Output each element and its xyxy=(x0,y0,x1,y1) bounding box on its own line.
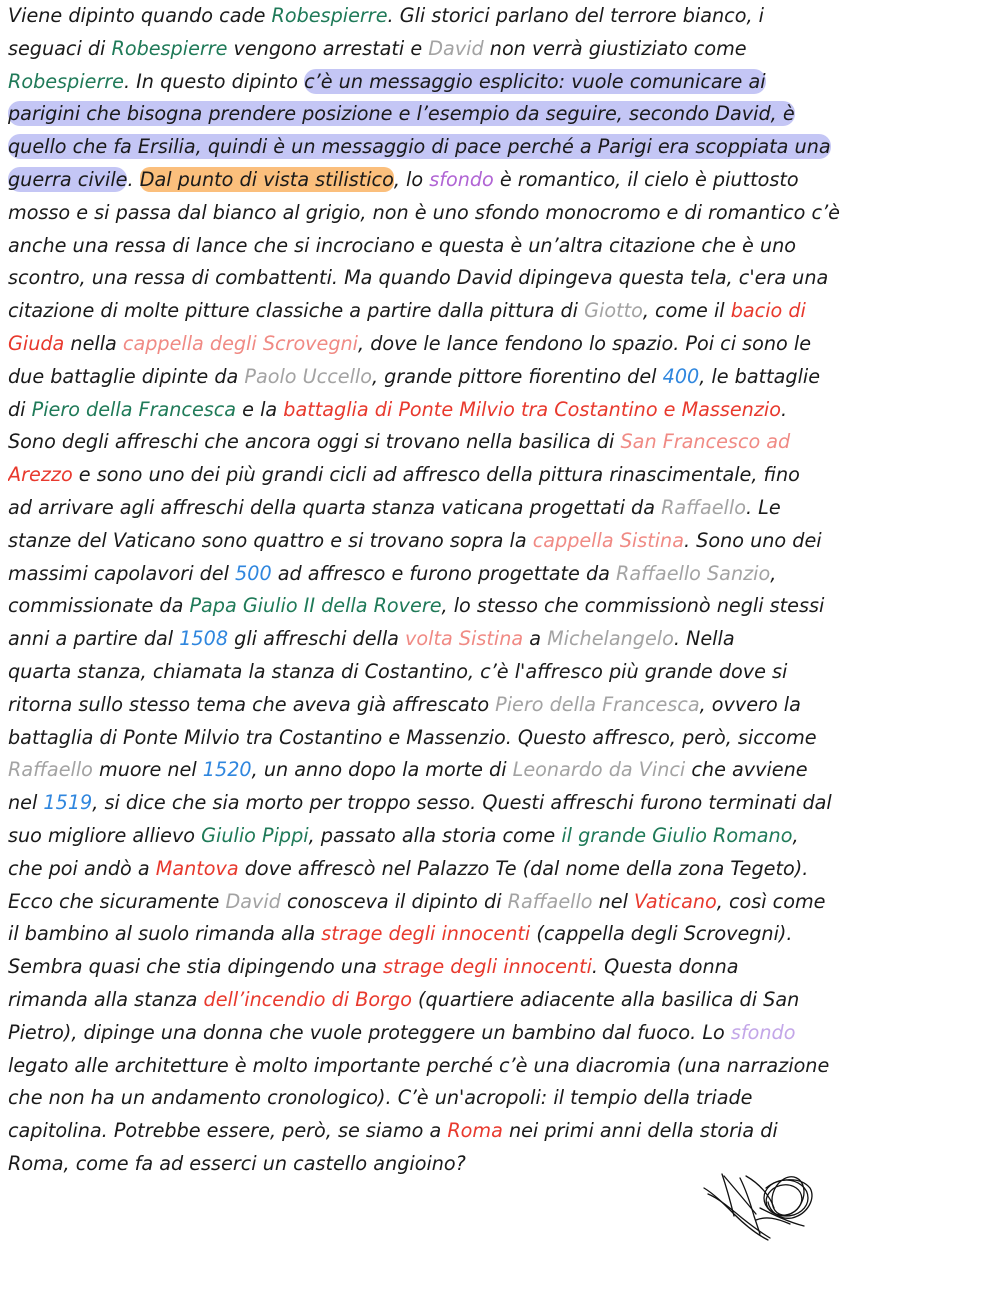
text-line xyxy=(8,1115,992,1148)
text-line xyxy=(8,98,992,131)
text-line xyxy=(8,754,992,787)
colored-term: Papa Giulio II della Rovere xyxy=(189,594,442,618)
text-segment: due battaglie dipinte da xyxy=(8,364,245,388)
colored-term: sfondo xyxy=(429,167,494,191)
text-segment: massimi capolavori del xyxy=(8,561,236,585)
text-segment: che avviene xyxy=(685,758,808,782)
text-segment: e sono uno dei più grandi cicli ad affresco della pittura rinascimentale, fino xyxy=(72,463,800,487)
colored-term: Piero della Francesca xyxy=(495,692,700,716)
text-segment: scontro, una ressa di combattenti. Ma quando David dipingeva questa tela, c'era una xyxy=(8,266,829,290)
text-segment: anche una ressa di lance che si incrociano e questa è un’altra citazione che è uno xyxy=(8,233,796,257)
text-segment: stanze del Vaticano sono quattro e si trovano sopra la xyxy=(8,528,533,552)
colored-term: Raffaello xyxy=(661,495,746,519)
text-line xyxy=(8,918,992,951)
text-segment: capitolina. Potrebbe essere, però, se siamo a xyxy=(8,1119,448,1143)
text-line xyxy=(8,656,992,689)
text-segment: Roma, come fa ad esserci un castello angioino? xyxy=(8,1151,466,1175)
text-segment: seguaci di xyxy=(8,36,112,60)
text-line xyxy=(8,33,992,66)
text-line xyxy=(8,886,992,919)
text-segment: nei primi anni della storia di xyxy=(502,1119,778,1143)
colored-term: il grande Giulio Romano xyxy=(561,823,793,847)
colored-term: Arezzo xyxy=(8,463,73,487)
colored-term: cappella degli Scrovegni xyxy=(122,331,359,355)
text-segment: nel xyxy=(8,791,44,815)
colored-term: David xyxy=(225,889,281,913)
colored-term: Vaticano xyxy=(634,889,717,913)
colored-term: battaglia di Ponte Milvio tra Costantino e Massenzio xyxy=(283,397,781,421)
colored-term: Mantova xyxy=(155,856,239,880)
text-line xyxy=(8,426,992,459)
text-segment: . xyxy=(127,167,140,191)
text-line xyxy=(8,820,992,853)
text-line xyxy=(8,197,992,230)
text-segment: conosceva il dipinto di xyxy=(280,889,508,913)
text-segment: che non ha un andamento cronologico). C’è un'acropoli: il tempio della triade xyxy=(8,1086,753,1110)
text-segment: è romantico, il cielo è piuttosto xyxy=(493,167,799,191)
text-line xyxy=(8,1148,992,1181)
text-segment: (cappella degli Scrovegni). xyxy=(530,922,793,946)
colored-term: Giulio Pippi xyxy=(201,823,309,847)
text-segment: citazione di molte pitture classiche a partire dalla pittura di xyxy=(8,299,585,323)
text-line xyxy=(8,951,992,984)
colored-term: Robespierre xyxy=(271,4,388,27)
text-segment: il bambino al suolo rimanda alla xyxy=(8,922,322,946)
colored-term: dell’incendio di Borgo xyxy=(203,987,412,1011)
text-segment: . xyxy=(781,397,788,421)
text-line xyxy=(8,295,992,328)
text-line xyxy=(8,623,992,656)
text-segment: commissionate da xyxy=(8,594,190,618)
text-line xyxy=(8,131,992,164)
highlighted-text-blue: guerra civile xyxy=(8,167,128,191)
colored-term: Robespierre xyxy=(111,36,228,60)
text-segment: . Gli storici parlano del terrore bianco, i xyxy=(387,4,764,27)
text-segment: dove affrescò nel Palazzo Te (dal nome della zona Tegeto). xyxy=(238,856,809,880)
colored-term: Paolo Uccello xyxy=(244,364,372,388)
text-segment: , lo stesso che commissionò negli stessi xyxy=(441,594,825,618)
text-segment: Pietro), dipinge una donna che vuole proteggere un bambino dal fuoco. Lo xyxy=(8,1020,731,1044)
text-segment: , grande pittore fiorentino del xyxy=(371,364,663,388)
text-segment: , xyxy=(770,561,777,585)
colored-term: David xyxy=(428,36,484,60)
text-segment: di xyxy=(8,397,32,421)
text-line xyxy=(8,164,992,197)
text-line xyxy=(8,361,992,394)
colored-term: 1520 xyxy=(202,758,252,782)
text-line xyxy=(8,492,992,525)
text-line xyxy=(8,0,992,33)
colored-term: Michelangelo xyxy=(547,627,674,651)
text-line xyxy=(8,1082,992,1115)
text-segment: rimanda alla stanza xyxy=(8,987,204,1011)
text-segment: , lo xyxy=(393,167,430,191)
colored-term: 1519 xyxy=(43,791,93,815)
text-segment: ritorna sullo stesso tema che aveva già affrescato xyxy=(8,692,496,716)
text-segment: suo migliore allievo xyxy=(8,823,202,847)
highlighted-text-blue: parigini che bisogna prendere posizione e l’esempio da seguire, secondo David, è xyxy=(8,102,795,126)
text-segment: vengono arrestati e xyxy=(227,36,429,60)
text-segment: , xyxy=(792,823,799,847)
text-segment: anni a partire dal xyxy=(8,627,180,651)
text-segment: , le battaglie xyxy=(699,364,821,388)
colored-term: sfondo xyxy=(730,1020,796,1044)
text-line xyxy=(8,984,992,1017)
text-line xyxy=(8,787,992,820)
text-line xyxy=(8,230,992,263)
text-segment: , come il xyxy=(642,299,731,323)
text-line xyxy=(8,262,992,295)
text-segment: legato alle architetture è molto importante perché c’è una diacromia (una narrazione xyxy=(8,1053,830,1077)
text-line xyxy=(8,328,992,361)
text-segment: . Sono uno dei xyxy=(683,528,822,552)
text-segment: (quartiere adiacente alla basilica di San xyxy=(411,987,800,1011)
text-segment: ad affresco e furono progettate da xyxy=(271,561,616,585)
colored-term: Robespierre xyxy=(8,69,124,93)
text-segment: , si dice che sia morto per troppo sesso. Questi affreschi furono terminati dal xyxy=(92,791,832,815)
colored-term: 1508 xyxy=(179,627,229,651)
text-segment: , passato alla storia come xyxy=(308,823,562,847)
text-segment: , un anno dopo la morte di xyxy=(251,758,513,782)
colored-term: bacio di xyxy=(730,299,806,323)
text-line xyxy=(8,853,992,886)
text-line xyxy=(8,525,992,558)
text-segment: e la xyxy=(236,397,284,421)
text-line xyxy=(8,1050,992,1083)
colored-term: Raffaello xyxy=(8,758,93,782)
text-segment: , dove le lance fendono lo spazio. Poi ci sono le xyxy=(358,331,812,355)
text-line xyxy=(8,459,992,492)
text-line xyxy=(8,558,992,591)
highlighted-text-blue: quello che fa Ersilia, quindi è un messaggio di pace perché a Parigi era scoppiata una xyxy=(8,135,831,159)
colored-term: Raffaello xyxy=(507,889,593,913)
text-segment: . Le xyxy=(745,495,781,519)
text-segment: Ecco che sicuramente xyxy=(8,889,226,913)
text-segment: Sono degli affreschi che ancora oggi si trovano nella basilica di xyxy=(8,430,621,454)
colored-term: Leonardo da Vinci xyxy=(512,758,686,782)
text-segment: nella xyxy=(64,331,123,355)
highlighted-text-blue: c’è un messaggio esplicito: vuole comunicare ai xyxy=(304,69,766,93)
text-line xyxy=(8,722,992,755)
text-segment: muore nel xyxy=(92,758,203,782)
colored-term: San Francesco ad xyxy=(620,430,791,454)
colored-term: Roma xyxy=(447,1119,503,1143)
text-segment: quarta stanza, chiamata la stanza di Costantino, c’è l'affresco più grande dove si xyxy=(8,659,788,683)
colored-term: volta Sistina xyxy=(405,627,524,651)
text-segment: , così come xyxy=(716,889,826,913)
text-line xyxy=(8,590,992,623)
text-line xyxy=(8,689,992,722)
text-segment: a xyxy=(523,627,548,651)
notes-page xyxy=(8,0,992,1181)
colored-term: Giuda xyxy=(8,331,65,355)
text-segment: . Nella xyxy=(673,627,735,651)
text-segment: nel xyxy=(592,889,635,913)
text-segment: Sembra quasi che stia dipingendo una xyxy=(8,955,383,979)
colored-term: Piero della Francesca xyxy=(31,397,237,421)
colored-term: cappella Sistina xyxy=(532,528,684,552)
text-segment: che poi andò a xyxy=(8,856,156,880)
text-segment: mosso e si passa dal bianco al grigio, non è uno sfondo monocromo e di romantico c’è xyxy=(8,200,840,224)
handwritten-signature xyxy=(700,1168,818,1242)
text-segment: , ovvero la xyxy=(699,692,801,716)
text-segment: . In questo dipinto xyxy=(123,69,305,93)
colored-term: Giotto xyxy=(584,299,643,323)
text-segment: . Questa donna xyxy=(591,955,739,979)
colored-term: 400 xyxy=(662,364,700,388)
colored-term: strage degli innocenti xyxy=(382,955,592,979)
colored-term: 500 xyxy=(235,561,272,585)
highlighted-text-orange: Dal punto di vista stilistico xyxy=(139,167,394,191)
text-line xyxy=(8,394,992,427)
text-segment: gli affreschi della xyxy=(228,627,406,651)
text-segment: battaglia di Ponte Milvio tra Costantino e Massenzio. Questo affresco, però, siccome xyxy=(8,725,817,749)
text-segment: ad arrivare agli affreschi della quarta stanza vaticana progettati da xyxy=(8,495,662,519)
text-segment: non verrà giustiziato come xyxy=(483,36,747,60)
text-line xyxy=(8,1017,992,1050)
colored-term: Raffaello Sanzio xyxy=(616,561,771,585)
text-line xyxy=(8,66,992,99)
text-segment: Viene dipinto quando cade xyxy=(8,4,272,27)
colored-term: strage degli innocenti xyxy=(321,922,531,946)
